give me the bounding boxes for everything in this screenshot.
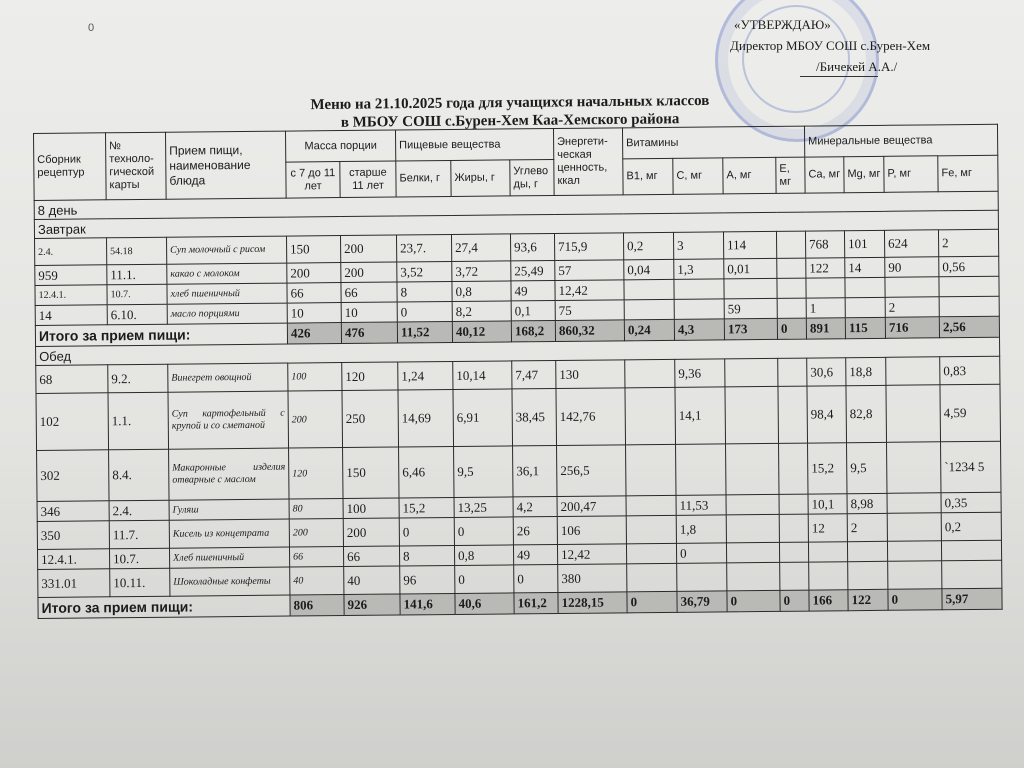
cell-protein: 14,69	[398, 389, 454, 447]
cell-recipe: 14	[35, 305, 107, 326]
cell-e	[776, 231, 805, 258]
header-p: P, мг	[884, 156, 938, 193]
cell-recipe: 346	[37, 501, 109, 522]
cell-p	[886, 357, 940, 386]
cell-fat: 0	[454, 517, 513, 546]
cell-portion-11-plus: 10	[341, 302, 397, 323]
cell-carbs: 38,45	[512, 388, 557, 445]
cell-protein: 15,2	[399, 497, 454, 518]
cell-portion-7-11: 80	[289, 499, 343, 520]
cell-protein: 8	[397, 281, 452, 302]
cell-c: 1,8	[676, 515, 726, 543]
cell-carbs: 7,47	[512, 360, 556, 388]
cell-carbs: 0	[514, 564, 558, 592]
cell-e	[777, 278, 806, 298]
total-ca: 891	[806, 318, 845, 339]
cell-recipe: 2.4.	[35, 238, 107, 266]
cell-portion-7-11: 66	[287, 283, 341, 304]
cell-c	[674, 279, 724, 299]
cell-carbs: 0,1	[511, 300, 555, 320]
cell-fat: 27,4	[452, 234, 511, 262]
cell-b1	[624, 279, 674, 299]
cell-dish: Хлеб пшеничный	[169, 547, 289, 568]
cell-fat: 0,8	[452, 281, 511, 302]
cell-p: 624	[885, 230, 939, 258]
cell-b1	[626, 543, 676, 563]
cell-card: 2.4.	[109, 500, 169, 521]
cell-ca	[809, 562, 848, 590]
cell-a: 59	[724, 298, 777, 319]
total-e: 0	[780, 590, 809, 611]
cell-a: 0,01	[724, 258, 777, 279]
cell-ca: 768	[806, 231, 845, 258]
total-a: 0	[727, 590, 780, 612]
approval-heading: «УТВЕРЖДАЮ»	[734, 17, 831, 32]
cell-dish: Шоколадные конфеты	[170, 567, 290, 596]
cell-c: 3	[673, 232, 723, 259]
breakfast-label: Завтрак	[34, 210, 998, 238]
cell-c: 14,1	[675, 387, 726, 444]
cell-fat: 13,25	[454, 497, 513, 518]
header-carbs: Углево ды, г	[510, 160, 554, 196]
cell-fat: 8,2	[452, 301, 511, 322]
cell-ca: 10,1	[808, 494, 847, 514]
cell-energy: 106	[557, 516, 626, 545]
cell-portion-7-11: 200	[287, 263, 341, 284]
cell-p	[886, 385, 941, 443]
cell-a	[726, 443, 779, 495]
total-portion-11-plus: 926	[344, 594, 400, 616]
cell-ca: 98,4	[807, 386, 847, 443]
cell-energy: 142,76	[556, 388, 626, 446]
cell-mg	[848, 561, 888, 589]
lunch-rows	[36, 356, 1002, 597]
cell-dish: Макаронные изделия отварные с маслом	[169, 448, 289, 500]
cell-protein: 0	[399, 517, 454, 546]
total-mg: 115	[845, 317, 885, 338]
header-protein: Белки, г	[396, 160, 451, 197]
table-row	[36, 384, 1001, 450]
cell-fe: 0,56	[939, 256, 999, 277]
cell-fat: 6,91	[453, 389, 513, 447]
cell-a	[725, 386, 779, 444]
total-fe: 5,97	[942, 588, 1002, 610]
cell-fe	[942, 560, 1002, 589]
cell-portion-11-plus: 150	[343, 447, 400, 499]
cell-recipe: 68	[36, 365, 108, 394]
cell-dish: Винегрет овощной	[168, 363, 288, 392]
total-fat: 40,12	[452, 321, 511, 343]
cell-fe: 0,2	[941, 512, 1001, 541]
cell-a: 114	[723, 231, 776, 259]
cell-carbs: 25,49	[511, 260, 555, 280]
cell-portion-7-11: 200	[289, 519, 343, 548]
total-a: 173	[724, 318, 777, 340]
cell-fe	[941, 540, 1001, 561]
total-c: 36,79	[677, 591, 727, 612]
cell-p	[887, 541, 941, 562]
cell-b1	[626, 495, 676, 515]
cell-p: 90	[885, 257, 939, 278]
cell-recipe: 331.01	[38, 569, 110, 598]
cell-dish: Кисель из концетрата	[169, 519, 289, 548]
cell-mg: 9,5	[847, 442, 887, 493]
cell-c	[676, 444, 726, 495]
cell-recipe: 959	[35, 265, 107, 286]
total-portion-7-11: 426	[287, 323, 341, 345]
total-mg: 122	[848, 589, 888, 610]
cell-ca: 1	[806, 298, 845, 318]
cell-energy: 256,5	[557, 445, 626, 497]
cell-fe: 4,59	[940, 384, 1001, 442]
total-carbs: 161,2	[514, 592, 558, 613]
cell-fe: 0,83	[940, 356, 1000, 385]
cell-energy: 130	[556, 360, 625, 389]
header-portion: Масса порции	[285, 130, 395, 162]
cell-mg: 18,8	[846, 357, 886, 385]
cell-a	[724, 278, 777, 299]
cell-e	[779, 443, 809, 494]
cell-card: 54.18	[107, 237, 167, 265]
cell-mg: 8,98	[847, 493, 887, 513]
total-portion-11-plus: 476	[341, 322, 397, 344]
cell-portion-11-plus: 120	[342, 362, 398, 391]
cell-portion-7-11: 40	[290, 567, 344, 596]
header-recipe: Сборник рецептур	[34, 133, 107, 201]
title-line-1: Меню на 21.10.2025 года для учащихся начальных классов	[310, 92, 710, 114]
header-card: № техноло-гической карты	[106, 132, 167, 200]
cell-card: 10.7.	[107, 284, 167, 305]
breakfast-rows	[35, 229, 1000, 325]
cell-fe	[939, 296, 999, 317]
total-p: 716	[885, 317, 939, 339]
cell-recipe: 12.4.1.	[35, 285, 107, 306]
approval-position: Директор МБОУ СОШ с.Бурен-Хем	[730, 38, 931, 53]
cell-protein: 96	[400, 565, 455, 594]
header-age-7-11: с 7 до 11 лет	[286, 162, 340, 199]
cell-protein: 3,52	[397, 261, 452, 282]
cell-c: 0	[676, 543, 726, 563]
total-energy: 1228,15	[558, 592, 627, 614]
cell-b1: 0,04	[624, 259, 674, 279]
cell-p	[888, 561, 942, 590]
cell-energy: 75	[555, 300, 624, 321]
cell-c: 11,53	[676, 495, 726, 515]
cell-fat: 3,72	[452, 261, 511, 282]
cell-ca	[806, 278, 845, 298]
header-c: C, мг	[673, 158, 723, 194]
cell-ca: 30,6	[807, 358, 846, 386]
cell-energy: 12,42	[557, 544, 626, 565]
cell-carbs: 49	[511, 280, 555, 300]
cell-fe: 2	[939, 229, 999, 257]
header-fe: Fe, мг	[938, 155, 998, 192]
cell-e	[777, 298, 806, 318]
cell-carbs: 49	[513, 544, 557, 564]
cell-p: 2	[885, 297, 939, 318]
cell-mg: 2	[847, 513, 887, 541]
table-row	[37, 441, 1001, 501]
cell-dish: масло порциями	[167, 303, 287, 324]
cell-card: 10.11.	[110, 568, 170, 597]
cell-a	[726, 542, 779, 563]
cell-protein: 8	[399, 545, 454, 566]
cell-energy: 57	[555, 260, 624, 281]
cell-fe: `1234 5	[941, 441, 1001, 493]
cell-b1	[625, 387, 676, 444]
cell-recipe: 102	[36, 393, 109, 451]
cell-protein: 1,24	[398, 361, 453, 390]
cell-carbs: 4,2	[513, 496, 557, 516]
header-age-11-plus: старше 11 лет	[340, 161, 396, 198]
total-energy: 860,32	[555, 320, 624, 342]
cell-dish: Суп картофельный с крупой и со сметаной	[168, 391, 289, 449]
cell-portion-11-plus: 66	[343, 546, 399, 567]
cell-portion-7-11: 100	[288, 363, 342, 392]
total-fe: 2,56	[939, 316, 999, 338]
total-carbs: 168,2	[511, 320, 555, 341]
cell-protein: 0	[397, 301, 452, 322]
cell-card: 11.7.	[109, 520, 169, 549]
cell-portion-7-11: 10	[287, 303, 341, 324]
header-b1: B1, мг	[623, 158, 673, 194]
cell-e	[777, 258, 806, 278]
cell-b1	[624, 299, 674, 319]
cell-b1	[627, 563, 677, 591]
cell-p	[887, 493, 941, 514]
cell-portion-11-plus: 200	[340, 235, 396, 263]
menu-table	[33, 124, 1003, 619]
cell-protein: 23,7.	[397, 234, 452, 262]
total-portion-7-11: 806	[290, 595, 344, 617]
cell-fat: 9,5	[454, 446, 513, 498]
cell-portion-11-plus: 200	[343, 518, 399, 547]
title-line-2: в МБОУ СОШ с.Бурен-Хем Каа-Хемского района	[340, 111, 680, 131]
cell-recipe: 350	[37, 521, 109, 550]
total-label: Итого за прием пищи:	[38, 595, 290, 618]
cell-carbs: 26	[513, 516, 557, 544]
cell-mg	[845, 277, 885, 297]
cell-portion-11-plus: 40	[344, 566, 400, 595]
total-label: Итого за прием пищи:	[35, 323, 287, 346]
cell-b1	[626, 515, 676, 543]
cell-c	[677, 563, 727, 591]
cell-ca: 12	[808, 514, 847, 542]
cell-portion-7-11: 150	[287, 236, 341, 264]
page-mark: 0	[88, 22, 95, 34]
cell-b1: 0,2	[624, 232, 674, 259]
cell-e	[779, 514, 808, 542]
cell-energy: 715,9	[555, 233, 624, 261]
cell-protein: 6,46	[399, 446, 454, 498]
cell-portion-7-11: 120	[289, 448, 343, 500]
day-label: 8 день	[34, 191, 998, 219]
cell-card: 9.2.	[108, 364, 168, 393]
cell-ca: 122	[806, 258, 845, 278]
cell-a	[725, 358, 778, 387]
cell-fat: 0,8	[454, 545, 513, 566]
total-b1: 0,24	[624, 319, 674, 340]
header-mg: Mg, мг	[844, 156, 884, 192]
cell-e	[778, 386, 808, 443]
total-p: 0	[888, 589, 942, 611]
signature-line	[800, 56, 878, 77]
total-c: 4,3	[674, 319, 724, 340]
cell-mg: 14	[845, 257, 885, 277]
total-b1: 0	[627, 591, 677, 612]
cell-c	[674, 299, 724, 319]
cell-mg: 101	[845, 230, 885, 257]
cell-fat: 10,14	[453, 361, 512, 390]
header-energy: Энергети-ческая ценность, ккал	[553, 128, 623, 196]
cell-card: 11.1.	[107, 264, 167, 285]
header-ca: Ca, мг	[805, 157, 844, 193]
header-minerals: Минеральные вещества	[805, 124, 998, 157]
cell-ca	[808, 542, 847, 562]
cell-card: 1.1.	[108, 392, 169, 450]
cell-mg	[847, 541, 887, 561]
cell-energy: 12,42	[555, 280, 624, 301]
total-fat: 40,6	[455, 593, 514, 615]
cell-e	[779, 542, 808, 562]
cell-c: 9,36	[675, 359, 725, 387]
cell-fat: 0	[455, 565, 514, 594]
header-nutrients: Пищевые вещества	[396, 129, 554, 162]
cell-recipe: 12.4.1.	[37, 549, 109, 570]
header-fat: Жиры, г	[451, 160, 510, 197]
cell-dish: хлеб пшеничный	[167, 283, 287, 304]
approval-signatory: /Бичекей А.А./	[816, 59, 898, 74]
cell-e	[779, 494, 808, 514]
cell-p	[887, 442, 941, 494]
total-ca: 166	[809, 590, 848, 611]
total-protein: 11,52	[397, 321, 452, 343]
lunch-label: Обед	[36, 337, 1000, 365]
cell-energy: 200,47	[557, 496, 626, 517]
cell-b1	[626, 444, 676, 495]
cell-mg: 82,8	[846, 385, 887, 442]
cell-a	[727, 562, 780, 591]
cell-p	[887, 513, 941, 542]
cell-ca: 15,2	[808, 443, 847, 494]
cell-card: 6.10.	[107, 304, 167, 325]
cell-card: 10.7.	[109, 548, 169, 569]
header-a: A, мг	[723, 157, 776, 194]
menu-table-wrapper	[33, 124, 1002, 619]
cell-energy: 380	[558, 564, 627, 593]
cell-card: 8.4.	[109, 449, 169, 501]
cell-e	[780, 562, 809, 590]
cell-portion-7-11: 66	[289, 547, 343, 568]
cell-mg	[845, 297, 885, 317]
cell-portion-11-plus: 200	[341, 262, 397, 283]
cell-dish: Гуляш	[169, 499, 289, 520]
cell-dish: Суп молочный с рисом	[167, 236, 287, 264]
header-vitamins: Витамины	[622, 126, 804, 159]
cell-carbs: 36,1	[513, 445, 557, 496]
header-e: E, мг	[776, 157, 805, 193]
header-meal: Прием пищи, наименование блюда	[165, 131, 286, 199]
cell-e	[778, 358, 807, 386]
cell-portion-7-11: 200	[288, 391, 343, 449]
cell-dish: какао с молоком	[167, 263, 287, 284]
cell-portion-11-plus: 100	[343, 498, 399, 519]
total-e: 0	[777, 318, 806, 339]
cell-carbs: 93,6	[511, 233, 555, 260]
cell-a	[726, 494, 779, 515]
approval-block	[730, 14, 930, 77]
cell-fe: 0,35	[941, 492, 1001, 513]
total-protein: 141,6	[400, 593, 455, 615]
cell-c: 1,3	[674, 259, 724, 279]
cell-portion-11-plus: 66	[341, 282, 397, 303]
cell-portion-11-plus: 250	[342, 390, 399, 448]
cell-b1	[625, 359, 675, 387]
cell-p	[885, 277, 939, 298]
cell-recipe: 302	[37, 450, 109, 502]
cell-a	[726, 514, 779, 543]
cell-fe	[939, 276, 999, 297]
